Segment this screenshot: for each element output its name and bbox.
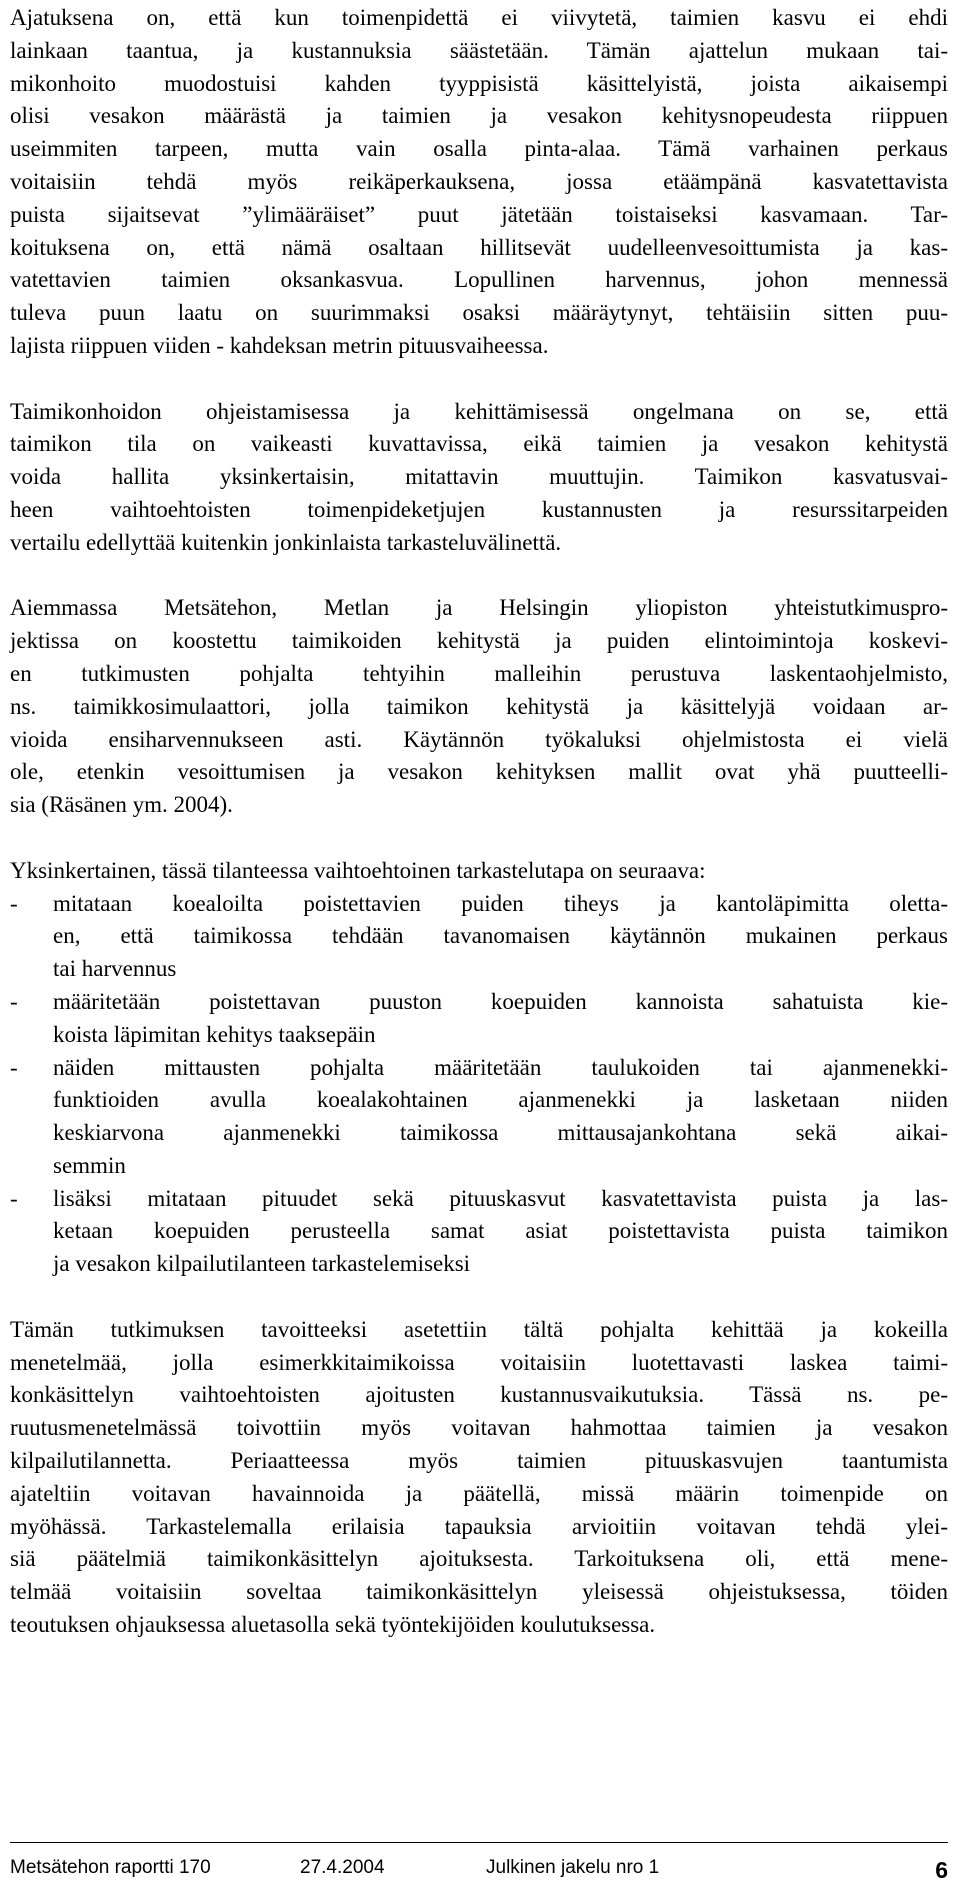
text-line: lisäksi mitataan pituudet sekä pituuskasvut kasvatettavista puista ja las- (53, 1185, 948, 1211)
text-line: tai harvennus (53, 956, 177, 982)
text-line: mikonhoito muodostuisi kahden tyyppisistä käsittelyistä, joista aikaisempi (10, 70, 948, 96)
body-text (10, 2, 948, 888)
footer-distribution: Julkinen jakelu nro 1 (486, 1857, 660, 1878)
text-line: ole, etenkin vesoittumisen ja vesakon kehityksen mallit ovat yhä puutteelli- (10, 759, 948, 785)
text-line: kilpailutilannetta. Periaatteessa myös taimien pituuskasvujen taantumista (10, 1448, 948, 1474)
text-line: Tämän tutkimuksen tavoitteeksi asetettiin tältä pohjalta kehittää ja kokeilla (10, 1316, 948, 1342)
list-item (10, 986, 948, 1052)
list-item (10, 1052, 948, 1183)
bullet-list (10, 888, 948, 1282)
list-dash: - (10, 1054, 18, 1080)
text-line: voida hallita yksinkertaisin, mitattavin muuttujin. Taimikon kasvatusvai- (10, 464, 948, 490)
text-line: näiden mittausten pohjalta määritetään taulukoiden tai ajanmenekki- (53, 1054, 948, 1080)
paragraph (10, 396, 948, 560)
text-line: puista sijaitsevat ”ylimääräiset” puut jätetään toistaiseksi kasvamaan. Tar- (10, 201, 948, 227)
text-line: vertailu edellyttää kuitenkin jonkinlaista tarkasteluvälinettä. (10, 529, 562, 555)
text-line: lainkaan taantua, ja kustannuksia säästetään. Tämän ajattelun mukaan tai- (10, 37, 948, 63)
page-number: 6 (935, 1857, 948, 1883)
text-line: koista läpimitan kehitys taaksepäin (53, 1021, 376, 1047)
text-line: Aiemmassa Metsätehon, Metlan ja Helsingin yliopiston yhteistutkimuspro- (10, 595, 948, 621)
text-line: määritetään poistettavan puuston koepuiden kannoista sahatuista kie- (53, 988, 948, 1014)
text-line: tuleva puun laatu on suurimmaksi osaksi määräytynyt, tehtäisiin sitten puu- (10, 300, 948, 326)
list-item (10, 1183, 948, 1281)
list-item (10, 888, 948, 986)
text-line: useimmiten tarpeen, mutta vain osalla pinta-alaa. Tämä varhainen perkaus (10, 136, 948, 162)
text-line: jektissa on koostettu taimikoiden kehitystä ja puiden elintoimintoja koskevi- (10, 628, 948, 654)
text-line: Taimikonhoidon ohjeistamisessa ja kehittämisessä ongelmana on se, että (10, 398, 948, 424)
document-page (10, 2, 948, 1642)
text-line: konkäsittelyn vaihtoehtoisten ajoitusten kustannusvaikutuksia. Tässä ns. pe- (10, 1382, 948, 1408)
text-line: ns. taimikkosimulaattori, jolla taimikon kehitystä ja käsittelyjä voidaan ar- (10, 693, 948, 719)
text-line: semmin (53, 1152, 126, 1178)
text-line: vioida ensiharvennukseen asti. Käytännön työkaluksi ohjelmistosta ei vielä (10, 726, 948, 752)
text-line: menetelmää, jolla esimerkkitaimikoissa voitaisiin luotettavasti laskea taimi- (10, 1349, 948, 1375)
paragraph (10, 592, 948, 822)
text-line: vatettavien taimien oksankasvua. Lopullinen harvennus, johon mennessä (10, 267, 948, 293)
paragraph (10, 2, 948, 363)
page-footer (10, 1842, 948, 1887)
text-line: telmää voitaisiin soveltaa taimikonkäsittelyn yleisessä ohjeistuksessa, töiden (10, 1579, 948, 1605)
closing-paragraph (10, 1314, 948, 1642)
text-line: ketaan koepuiden perusteella samat asiat poistettavista puista taimikon (53, 1218, 948, 1244)
text-line: funktioiden avulla koealakohtainen ajanmenekki ja lasketaan niiden (53, 1087, 948, 1113)
text-line: Yksinkertainen, tässä tilanteessa vaihtoehtoinen tarkastelutapa on seuraava: (10, 857, 706, 883)
text-line: en tutkimusten pohjalta tehtyihin malleihin perustuva laskentaohjelmisto, (10, 660, 948, 686)
text-line: voitaisiin tehdä myös reikäperkauksena, jossa etäämpänä kasvatettavista (10, 168, 948, 194)
text-line: ruutusmenetelmässä toivottiin myös voitavan hahmottaa taimien ja vesakon (10, 1415, 948, 1441)
text-line: teoutuksen ohjauksessa aluetasolla sekä työntekijöiden koulutuksessa. (10, 1612, 656, 1638)
text-line: keskiarvona ajanmenekki taimikossa mittausajankohtana sekä aikai- (53, 1120, 948, 1146)
text-line: myöhässä. Tarkastelemalla erilaisia tapauksia arvioitiin voitavan tehdä ylei- (10, 1513, 948, 1539)
text-line: olisi vesakon määrästä ja taimien ja vesakon kehitysnopeudesta riippuen (10, 103, 948, 129)
footer-date: 27.4.2004 (300, 1857, 385, 1878)
paragraph (10, 855, 948, 888)
text-line: ja vesakon kilpailutilanteen tarkastelemiseksi (53, 1251, 471, 1277)
text-line: lajista riippuen viiden - kahdeksan metrin pituusvaiheessa. (10, 332, 549, 358)
text-line: en, että taimikossa tehdään tavanomaisen käytännön mukainen perkaus (53, 923, 948, 949)
text-line: ajateltiin voitavan havainnoida ja päätellä, missä määrin toimenpide on (10, 1480, 948, 1506)
text-line: heen vaihtoehtoisten toimenpideketjujen kustannusten ja resurssitarpeiden (10, 496, 948, 522)
list-dash: - (10, 988, 18, 1014)
list-dash: - (10, 890, 18, 916)
text-line: koituksena on, että nämä osaltaan hillitsevät uudelleenvesoittumista ja kas- (10, 234, 948, 260)
text-line: Ajatuksena on, että kun toimenpidettä ei viivytetä, taimien kasvu ei ehdi (10, 5, 948, 30)
text-line: siä päätelmiä taimikonkäsittelyn ajoituksesta. Tarkoituksena oli, että mene- (10, 1546, 948, 1572)
list-dash: - (10, 1185, 18, 1211)
text-line: taimikon tila on vaikeasti kuvattavissa, eikä taimien ja vesakon kehitystä (10, 431, 948, 457)
text-line: sia (Räsänen ym. 2004). (10, 792, 233, 818)
text-line: mitataan koealoilta poistettavien puiden tiheys ja kantoläpimitta oletta- (53, 890, 948, 916)
footer-report-name: Metsätehon raportti 170 (10, 1857, 211, 1878)
